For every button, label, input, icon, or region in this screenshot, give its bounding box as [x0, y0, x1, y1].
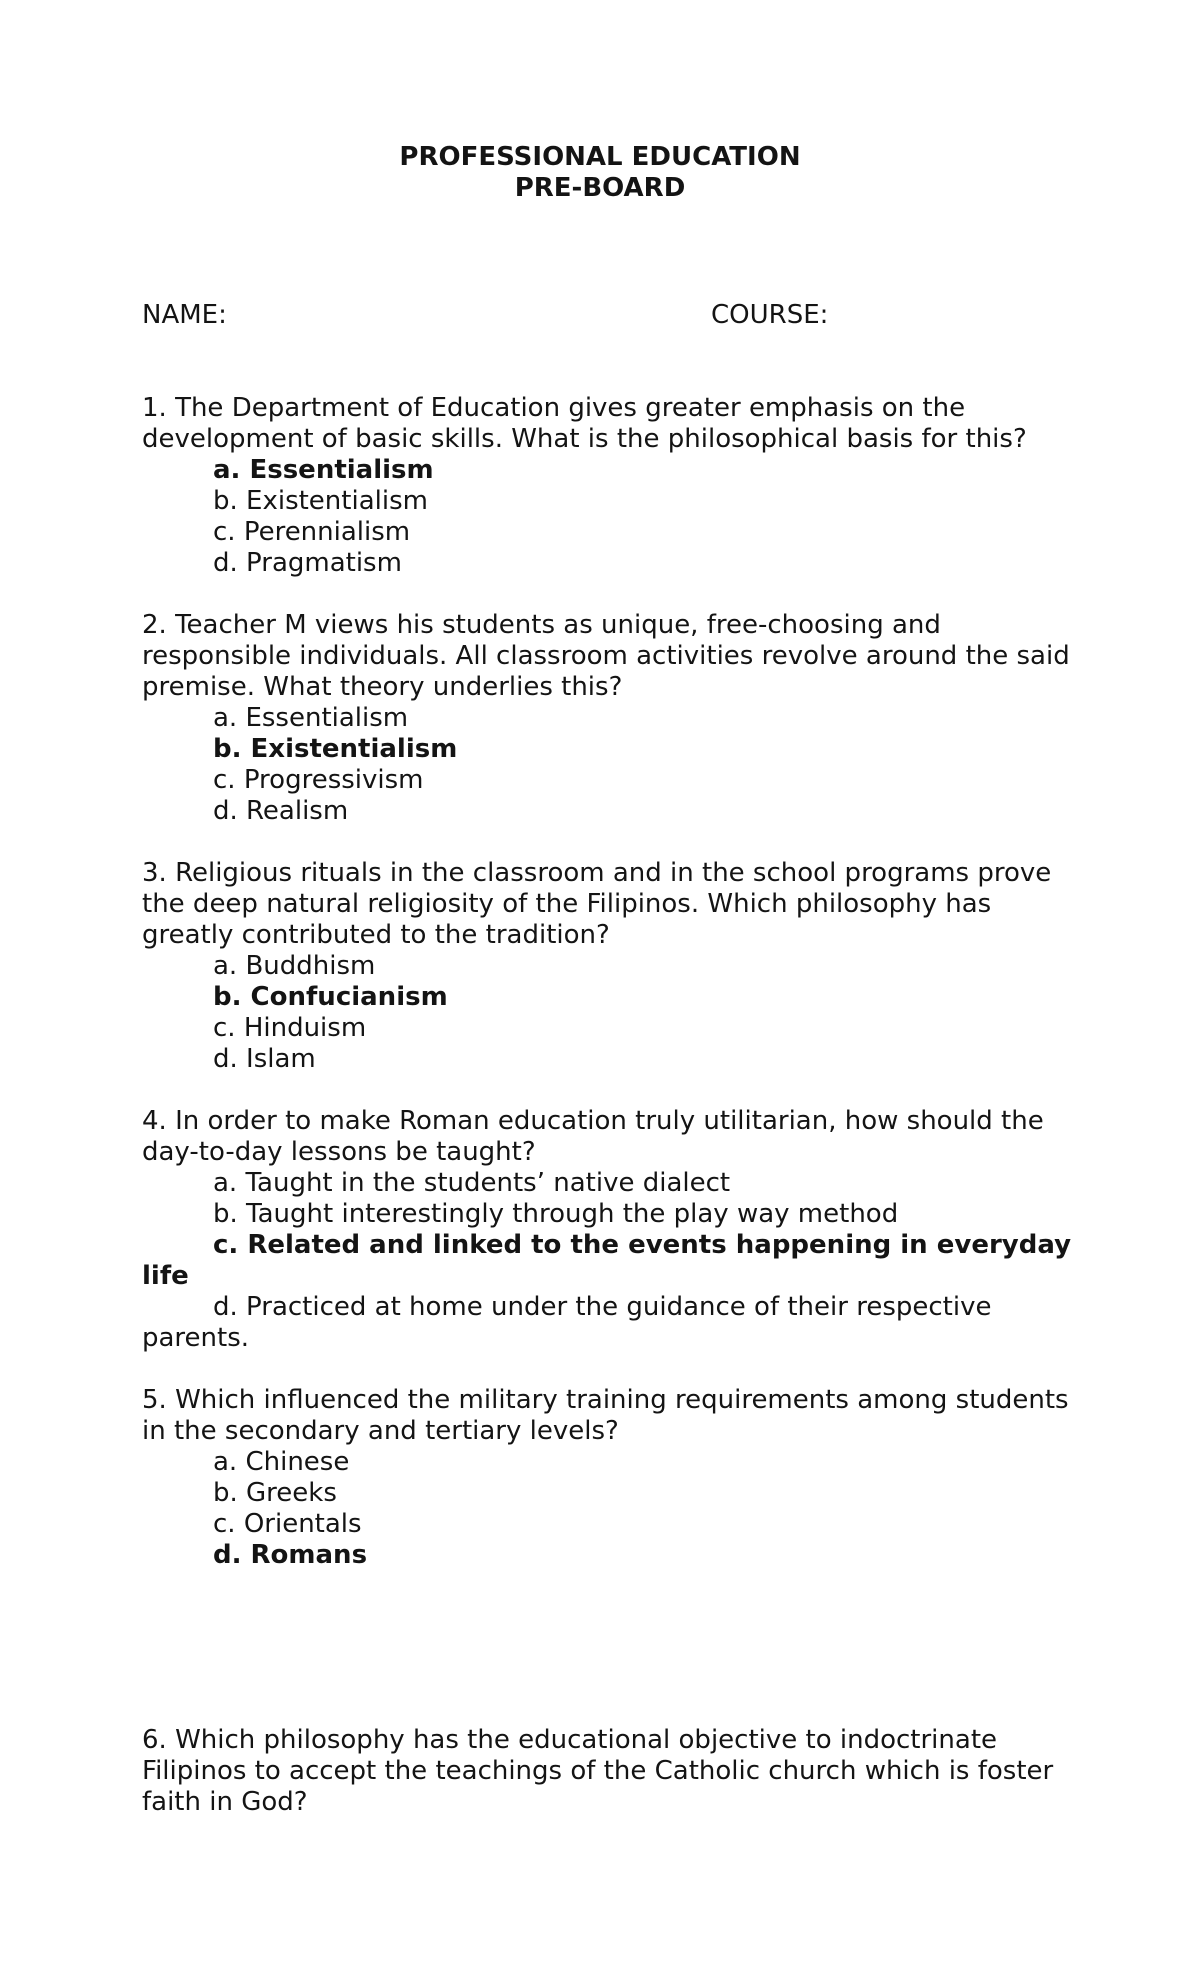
- answer-option: a. Essentialism: [213, 703, 409, 733]
- answer-option: a. Buddhism: [213, 951, 376, 981]
- question-text: 1. The Department of Education gives greater emphasis on the development of basic skills. What is the philosophical basis for this?: [142, 393, 1027, 454]
- name-field-label: NAME:: [142, 300, 227, 330]
- answer-option: c. Orientals: [213, 1509, 362, 1539]
- answer-option: b. Greeks: [213, 1478, 337, 1508]
- exam-title: PROFESSIONAL EDUCATION: [399, 142, 801, 172]
- question-text: 3. Religious rituals in the classroom and in the school programs prove the deep natural religiosity of the Filipinos. Which philosophy has greatly contributed to the tradition?: [142, 858, 1052, 950]
- exam-subtitle: PRE-BOARD: [514, 173, 686, 203]
- answer-option-correct: a. Essentialism: [213, 455, 434, 485]
- answer-option-correct: c. Related and linked to the events happening in everyday life: [142, 1230, 1072, 1291]
- answer-option-correct: b. Existentialism: [213, 734, 458, 764]
- question-text: 6. Which philosophy has the educational objective to indoctrinate Filipinos to accept the teachings of the Catholic church which is foster faith in God?: [142, 1725, 1054, 1817]
- answer-option: d. Practiced at home under the guidance of their respective parents.: [142, 1292, 992, 1353]
- answer-option: d. Islam: [213, 1044, 316, 1074]
- answer-option: a. Taught in the students’ native dialect: [213, 1168, 731, 1198]
- question-6: [142, 1725, 1072, 1818]
- course-field-label: COURSE:: [711, 300, 829, 330]
- question-4: [142, 1106, 1072, 1354]
- answer-option-correct: d. Romans: [213, 1540, 368, 1570]
- question-2: [142, 610, 1072, 827]
- question-text: 4. In order to make Roman education truly utilitarian, how should the day-to-day lessons be taught?: [142, 1106, 1044, 1167]
- answer-option: d. Pragmatism: [213, 548, 402, 578]
- answer-option-correct: b. Confucianism: [213, 982, 448, 1012]
- answer-option: c. Perennialism: [213, 517, 411, 547]
- question-5: [142, 1385, 1072, 1571]
- question-3: [142, 858, 1072, 1075]
- answer-option: d. Realism: [213, 796, 349, 826]
- answer-option: a. Chinese: [213, 1447, 350, 1477]
- question-1: [142, 393, 1072, 579]
- answer-option: c. Progressivism: [213, 765, 424, 795]
- answer-option: c. Hinduism: [213, 1013, 367, 1043]
- answer-option: b. Existentialism: [213, 486, 428, 516]
- answer-option: b. Taught interestingly through the play way method: [213, 1199, 899, 1229]
- question-text: 5. Which influenced the military training requirements among students in the secondary and tertiary levels?: [142, 1385, 1069, 1446]
- question-text: 2. Teacher M views his students as unique, free-choosing and responsible individuals. All classroom activities revolve around the said premise. What theory underlies this?: [142, 610, 1070, 702]
